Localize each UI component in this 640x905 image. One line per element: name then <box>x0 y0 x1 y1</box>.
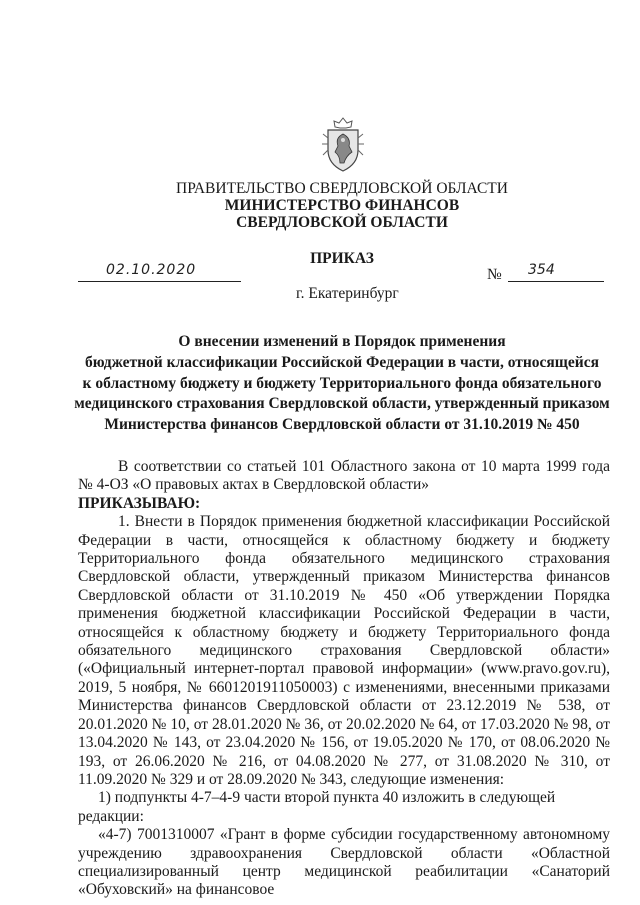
city: г. Екатеринбург <box>296 285 399 302</box>
title-line: Министерства финансов Свердловской области от 31.10.2019 № 450 <box>104 416 580 434</box>
coat-of-arms-icon <box>318 114 368 174</box>
order-word: ПРИКАЗЫВАЮ: <box>78 494 201 512</box>
item-1-paragraph: 1. Внести в Порядок применения бюджетной классификации Российской Федерации в части, относящейся к областному бюджету и бюджету Территориального фонда обязательного медицинского страхования Свердловской области, утвержденный приказом Министерства финансов Свердловской области от 31.10.2019 № 450 «Об утверждении Порядка применения бюджетной классификации Российской Федерации в части, относящейся к областному бюджету и бюджету Территориального фонда обязательного медицинского страхования Свердловской области» («Официальный интернет-портал правовой информации» (www.pravo.gov.ru), 2019, 5 ноября, № 6601201911050003) с изменениями, внесенными приказами Министерства финансов Свердловской области от 23.12.2019 № 538, от 20.01.2020 № 10, от 28.01.2020 № 36, от 20.02.2020 № 64, от 17.03.2020 № 98, от 13.04.2020 № 143, от 23.04.2020 № 156, от 19.05.2020 № 170, от 08.06.2020 № 193, от 26.06.2020 № 216, от 04.08.2020 № 277, от 31.08.2020 № 310, от 11.09.2020 № 329 и от 28.09.2020 № 343, следующие изменения: <box>78 513 610 788</box>
date-field <box>78 263 241 282</box>
quoted-text-paragraph: «4-7) 7001310007 «Грант в форме субсидии государственному автономному учреждению здравоохранения Свердловской области «Областной специализированный центр медицинской реабилитации «Санаторий «Обуховский» на финансовое <box>78 826 610 899</box>
number-sign: № <box>487 266 502 283</box>
ministry-region: СВЕРДЛОВСКОЙ ОБЛАСТИ <box>236 214 448 231</box>
subitem-1-paragraph: 1) подпункты 4-7–4-9 части второй пункта 40 изложить в следующей редакции: <box>78 789 556 825</box>
handwritten-number: 354 <box>528 262 555 278</box>
title-line: О внесении изменений в Порядок применения <box>178 333 506 350</box>
document-title <box>0 332 640 436</box>
intro-paragraph: В соответствии со статьей 101 Областного закона от 10 марта 1999 года № 4-ОЗ «О правовых актах в Свердловской области» <box>78 458 610 494</box>
title-line: медицинского страхования Свердловской области, утвержденный приказом <box>74 395 610 413</box>
handwritten-date: 02.10.2020 <box>106 262 197 278</box>
number-field <box>508 263 604 282</box>
document-body <box>78 458 610 900</box>
title-line: бюджетной классификации Российской Федерации в части, относящейся <box>85 353 599 371</box>
document-type: ПРИКАЗ <box>310 250 374 267</box>
government-name: ПРАВИТЕЛЬСТВО СВЕРДЛОВСКОЙ ОБЛАСТИ <box>176 180 508 197</box>
ministry-name: МИНИСТЕРСТВО ФИНАНСОВ <box>224 197 460 214</box>
title-line: к областному бюджету и бюджету Территориального фонда обязательного <box>82 374 602 392</box>
